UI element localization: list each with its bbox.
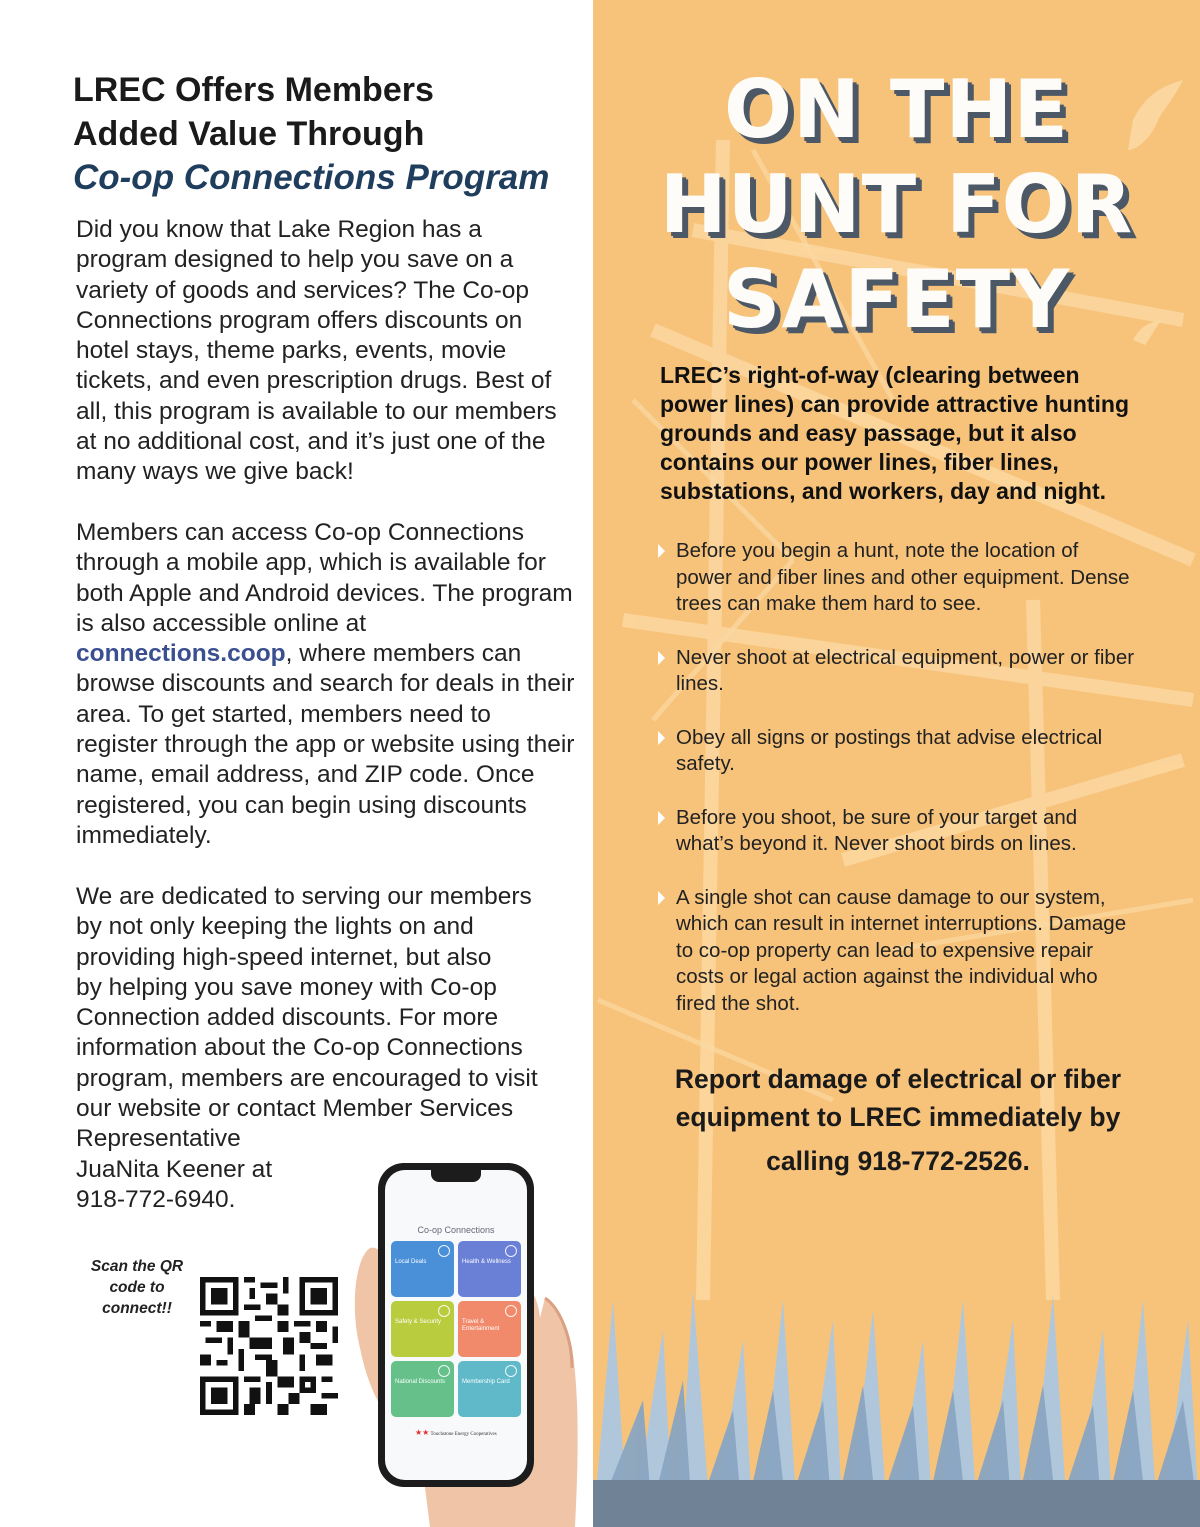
tag-icon xyxy=(438,1305,450,1317)
tile-health-wellness[interactable] xyxy=(458,1241,521,1297)
safety-tips-list xyxy=(658,538,1138,1017)
headline-line-1: ON THE xyxy=(724,63,1069,156)
qr-code-icon[interactable] xyxy=(200,1277,338,1415)
tip-text: Before you shoot, be sure of your target and what’s beyond it. Never shoot birds on lines. xyxy=(676,805,1078,855)
tile-label: Health & Wellness xyxy=(462,1259,511,1265)
bullet-arrow-icon xyxy=(658,731,665,745)
tile-label: Travel & Entertainment xyxy=(462,1319,500,1332)
paragraph-line: We are dedicated to serving our members xyxy=(76,883,532,910)
paragraph-access-text-1: Members can access Co-op Connections through a mobile app, which is available for both Apple and Android devices. The program is also accessible online at xyxy=(76,519,573,637)
title-line-1: LREC Offers Members xyxy=(73,71,434,109)
phone-mockup xyxy=(378,1163,534,1487)
tile-label: Safety & Security xyxy=(395,1319,442,1325)
medical-icon xyxy=(505,1245,517,1257)
paragraph-line: JuaNita Keener at xyxy=(76,1155,273,1183)
paragraph-line: program, members are encouraged to visit xyxy=(76,1064,538,1092)
paragraph-line: by helping you save money with Co-op xyxy=(76,973,497,1001)
airplane-icon xyxy=(505,1305,517,1317)
scan-qr-caption: Scan the QR code to connect!! xyxy=(90,1258,184,1317)
list-item xyxy=(658,538,1138,618)
paragraph-access xyxy=(76,518,576,851)
touchstone-text: Touchstone Energy Cooperatives xyxy=(430,1432,497,1437)
tile-label: National Discounts xyxy=(395,1379,446,1385)
tile-membership-card[interactable] xyxy=(458,1361,521,1417)
left-column xyxy=(0,0,593,1527)
paragraph-line: by not only keeping the lights on and xyxy=(76,913,474,941)
tip-text: Before you begin a hunt, note the location of power and fiber lines and other equipment. Dense trees can make them hard to see. xyxy=(676,539,1130,615)
search-icon xyxy=(438,1245,450,1257)
paragraph-line: Representative xyxy=(76,1125,241,1153)
paragraph-access-text-2: , where members can browse discounts and search for deals in their area. To get started, members need to register through the app or website using their name, email address, and ZIP code. Once registered, you can begin using discounts immediately. xyxy=(76,640,575,849)
headline xyxy=(593,62,1200,347)
app-tiles xyxy=(391,1241,521,1417)
paragraph-line: Connection added discounts. For more xyxy=(76,1004,499,1032)
dollar-icon xyxy=(438,1365,450,1377)
list-item xyxy=(658,645,1138,698)
tile-local-deals[interactable] xyxy=(391,1241,454,1297)
bullet-arrow-icon xyxy=(658,891,665,905)
paragraph-line: our website or contact Member Services xyxy=(76,1095,514,1123)
app-title: Co-op Connections xyxy=(417,1225,495,1235)
tile-safety-security[interactable] xyxy=(391,1301,454,1357)
connections-link[interactable]: connections.coop xyxy=(76,640,286,668)
report-line-1: Report damage of electrical or fiber xyxy=(674,1064,1122,1094)
phone-screen xyxy=(385,1170,527,1480)
tip-text: A single shot can cause damage to our system, which can result in internet interruptions. Damage to co-op property can lead to expensive repair costs or legal action against the individual who fired the shot. xyxy=(676,885,1127,1015)
report-line-3: calling 918-772-2526. xyxy=(766,1146,1030,1176)
phone-notch xyxy=(431,1170,481,1182)
right-column xyxy=(593,0,1200,1527)
paragraph-line: 918-772-6940. xyxy=(76,1185,236,1213)
paragraph-line: information about the Co-op Connections xyxy=(76,1034,523,1062)
article-title xyxy=(73,68,583,200)
title-line-2: Added Value Through xyxy=(73,115,425,153)
tip-text: Obey all signs or postings that advise electrical safety. xyxy=(676,725,1103,775)
touchstone-logo xyxy=(415,1428,497,1437)
list-item xyxy=(658,725,1138,778)
headline-line-2: HUNT FOR xyxy=(659,158,1134,251)
list-item xyxy=(658,805,1138,858)
paragraph-intro: Did you know that Lake Region has a program designed to help you save on a variety of goods and services? The Co-op Connections program offers discounts on hotel stays, theme parks, events, movie tickets, and even prescription drugs. Best of all, this program is available to our members at no additional cost, and it’s just one of the many ways we give back! xyxy=(76,216,557,486)
tile-label: Membership Card xyxy=(462,1379,510,1385)
paragraph-line: providing high-speed internet, but also xyxy=(76,943,492,971)
right-of-way-intro: LREC’s right-of-way (clearing between power lines) can provide attractive hunting grounds and easy passage, but it also contains our power lines, fiber lines, substations, and workers, day and night. xyxy=(660,362,1130,504)
bullet-arrow-icon xyxy=(658,651,665,665)
tile-travel[interactable] xyxy=(458,1301,521,1357)
report-line-2: equipment to LREC immediately by xyxy=(675,1102,1121,1132)
tip-text: Never shoot at electrical equipment, power or fiber lines. xyxy=(676,645,1135,695)
bullet-arrow-icon xyxy=(658,811,665,825)
title-line-3: Co-op Connections Program xyxy=(73,158,550,197)
card-icon xyxy=(505,1365,517,1377)
report-damage-callout xyxy=(613,1060,1183,1180)
list-item xyxy=(658,885,1138,1018)
headline-line-3: SAFETY xyxy=(722,253,1071,346)
bullet-arrow-icon xyxy=(658,544,665,558)
tile-label: Local Deals xyxy=(395,1259,427,1265)
tile-national-discounts[interactable] xyxy=(391,1361,454,1417)
stars-icon: ★★ xyxy=(415,1428,430,1437)
